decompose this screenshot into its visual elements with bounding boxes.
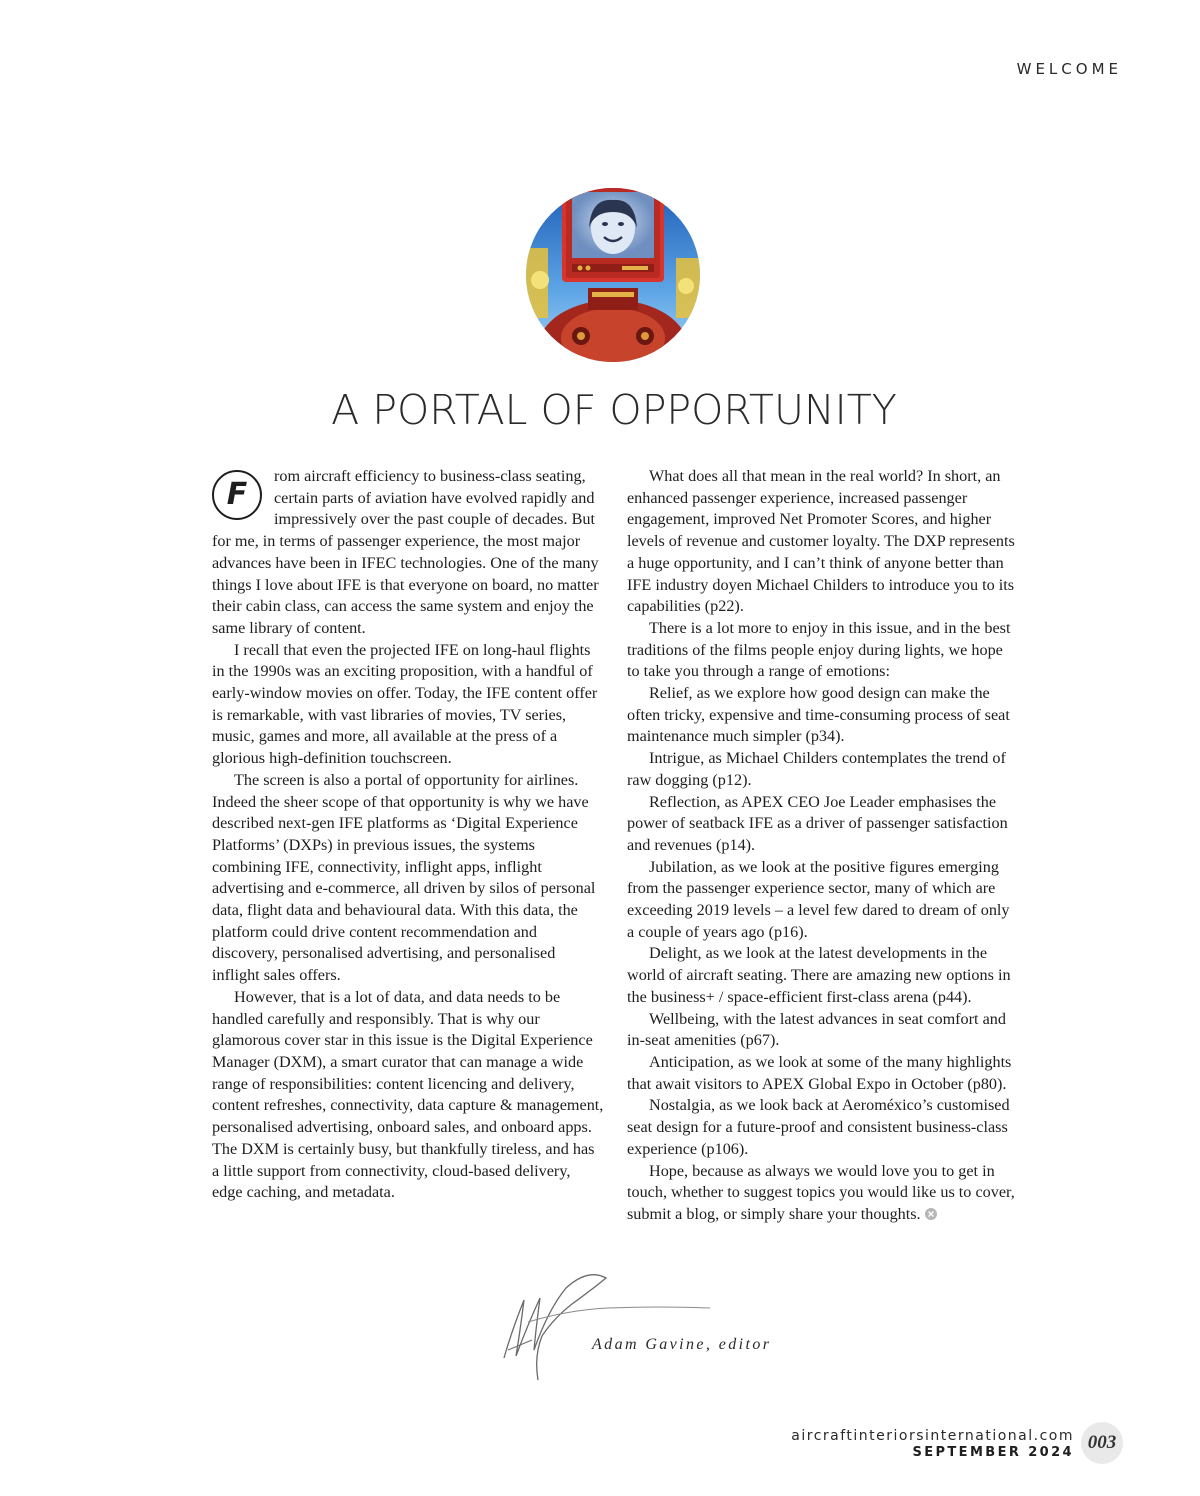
article-paragraph: Reflection, as APEX CEO Joe Leader emphasises the power of seatback IFE as a driver of passenger satisfaction and revenues (p14). bbox=[627, 792, 1008, 854]
article-paragraph: I recall that even the projected IFE on long-haul flights in the 1990s was an exciting proposition, with a handful of early-window movies on offer. Today, the IFE content offer is remarkable, with vast libraries of movies, TV series, music, games and more, all available at the press of a glorious high-definition touchscreen. bbox=[212, 640, 598, 768]
article-paragraph: There is a lot more to enjoy in this issue, and in the best traditions of the films people enjoy during lights, we hope to take you through a range of emotions: bbox=[627, 618, 1011, 681]
paragraph-text: Hope, because as always we would love you to get in touch, whether to suggest topics you would like us to cover, submit a blog, or simply share your thoughts. bbox=[627, 1161, 1015, 1223]
hero-illustration bbox=[526, 188, 700, 362]
article-paragraph: However, that is a lot of data, and data needs to be handled carefully and responsibly. That is why our glamorous cover star in this issue is the Digital Experience Manager (DXM), a smart curator that can manage a wide range of responsibilities: content licencing and delivery, content refreshes, connectivity, data capture & management, personalised advertising, onboard sales, and onboard apps. The DXM is certainly busy, but thankfully tireless, and has a little support from connectivity, cloud-based delivery, edge caching, and metadata. bbox=[212, 987, 604, 1202]
article-paragraph: Jubilation, as we look at the positive figures emerging from the passenger experience sector, many of which are exceeding 2019 levels – a level few dared to dream of only a couple of years ago (p16). bbox=[627, 857, 1010, 941]
article-paragraph bbox=[212, 466, 604, 640]
article-paragraph: Intrigue, as Michael Childers contemplates the trend of raw dogging (p12). bbox=[627, 749, 1006, 789]
signature-icon bbox=[498, 1270, 718, 1390]
article-paragraph: Nostalgia, as we look back at Aeroméxico’s customised seat design for a future-proof and consistent business-class experience (p106). bbox=[627, 1096, 1010, 1158]
drop-cap: F bbox=[212, 470, 262, 520]
article-paragraph: Wellbeing, with the latest advances in seat comfort and in-seat amenities (p67). bbox=[627, 1009, 1006, 1050]
paragraph-text: rom aircraft efficiency to business-class seating, certain parts of aviation have evolved rapidly and impressively over the past couple of decades. But for me, in terms of passenger experience, the most major advances have been in IFEC technologies. One of the many things I love about IFE is that everyone on board, no matter their cabin class, can access the same system and enjoy the same library of content. bbox=[212, 467, 599, 637]
end-of-article-icon bbox=[925, 1208, 937, 1220]
article-column-right bbox=[627, 466, 1019, 1226]
signature-caption: Adam Gavine, editor bbox=[592, 1336, 772, 1353]
article-paragraph bbox=[627, 1161, 1019, 1226]
article-paragraph: Anticipation, as we look at some of the many highlights that await visitors to APEX Global Expo in October (p80). bbox=[627, 1052, 1012, 1093]
footer-issue-date: SEPTEMBER 2024 bbox=[912, 1445, 1074, 1460]
page-number: 003 bbox=[1081, 1422, 1123, 1464]
article-paragraph: The screen is also a portal of opportunity for airlines. Indeed the sheer scope of that opportunity is why we have described next-gen IFE platforms as ‘Digital Experience Platforms’ (DXPs) in previous issues, the systems combining IFE, connectivity, inflight apps, inflight advertising and e-commerce, all driven by silos of personal data, flight data and behavioural data. With this data, the platform could drive content recommendation and discovery, personalised advertising, and personalised inflight sales offers. bbox=[212, 770, 596, 985]
section-label: WELCOME bbox=[1016, 60, 1122, 78]
article-paragraph: What does all that mean in the real world? In short, an enhanced passenger experience, increased passenger engagement, improved Net Promoter Scores, and higher levels of revenue and customer loyalty. The DXP represents a huge opportunity, and I can’t think of anyone better than IFE industry doyen Michael Childers to introduce you to its capabilities (p22). bbox=[627, 467, 1015, 616]
article-headline: A PORTAL OF OPPORTUNITY bbox=[331, 386, 897, 434]
article-paragraph: Delight, as we look at the latest developments in the world of aircraft seating. There are amazing new options in the business+ / space-efficient first-class arena (p44). bbox=[627, 944, 1011, 1006]
article-paragraph: Relief, as we explore how good design can make the often tricky, expensive and time-consuming process of seat maintenance much simpler (p34). bbox=[627, 684, 1010, 746]
article-column-left bbox=[212, 466, 604, 1204]
footer-website: aircraftinteriorsinternational.com bbox=[791, 1428, 1074, 1444]
